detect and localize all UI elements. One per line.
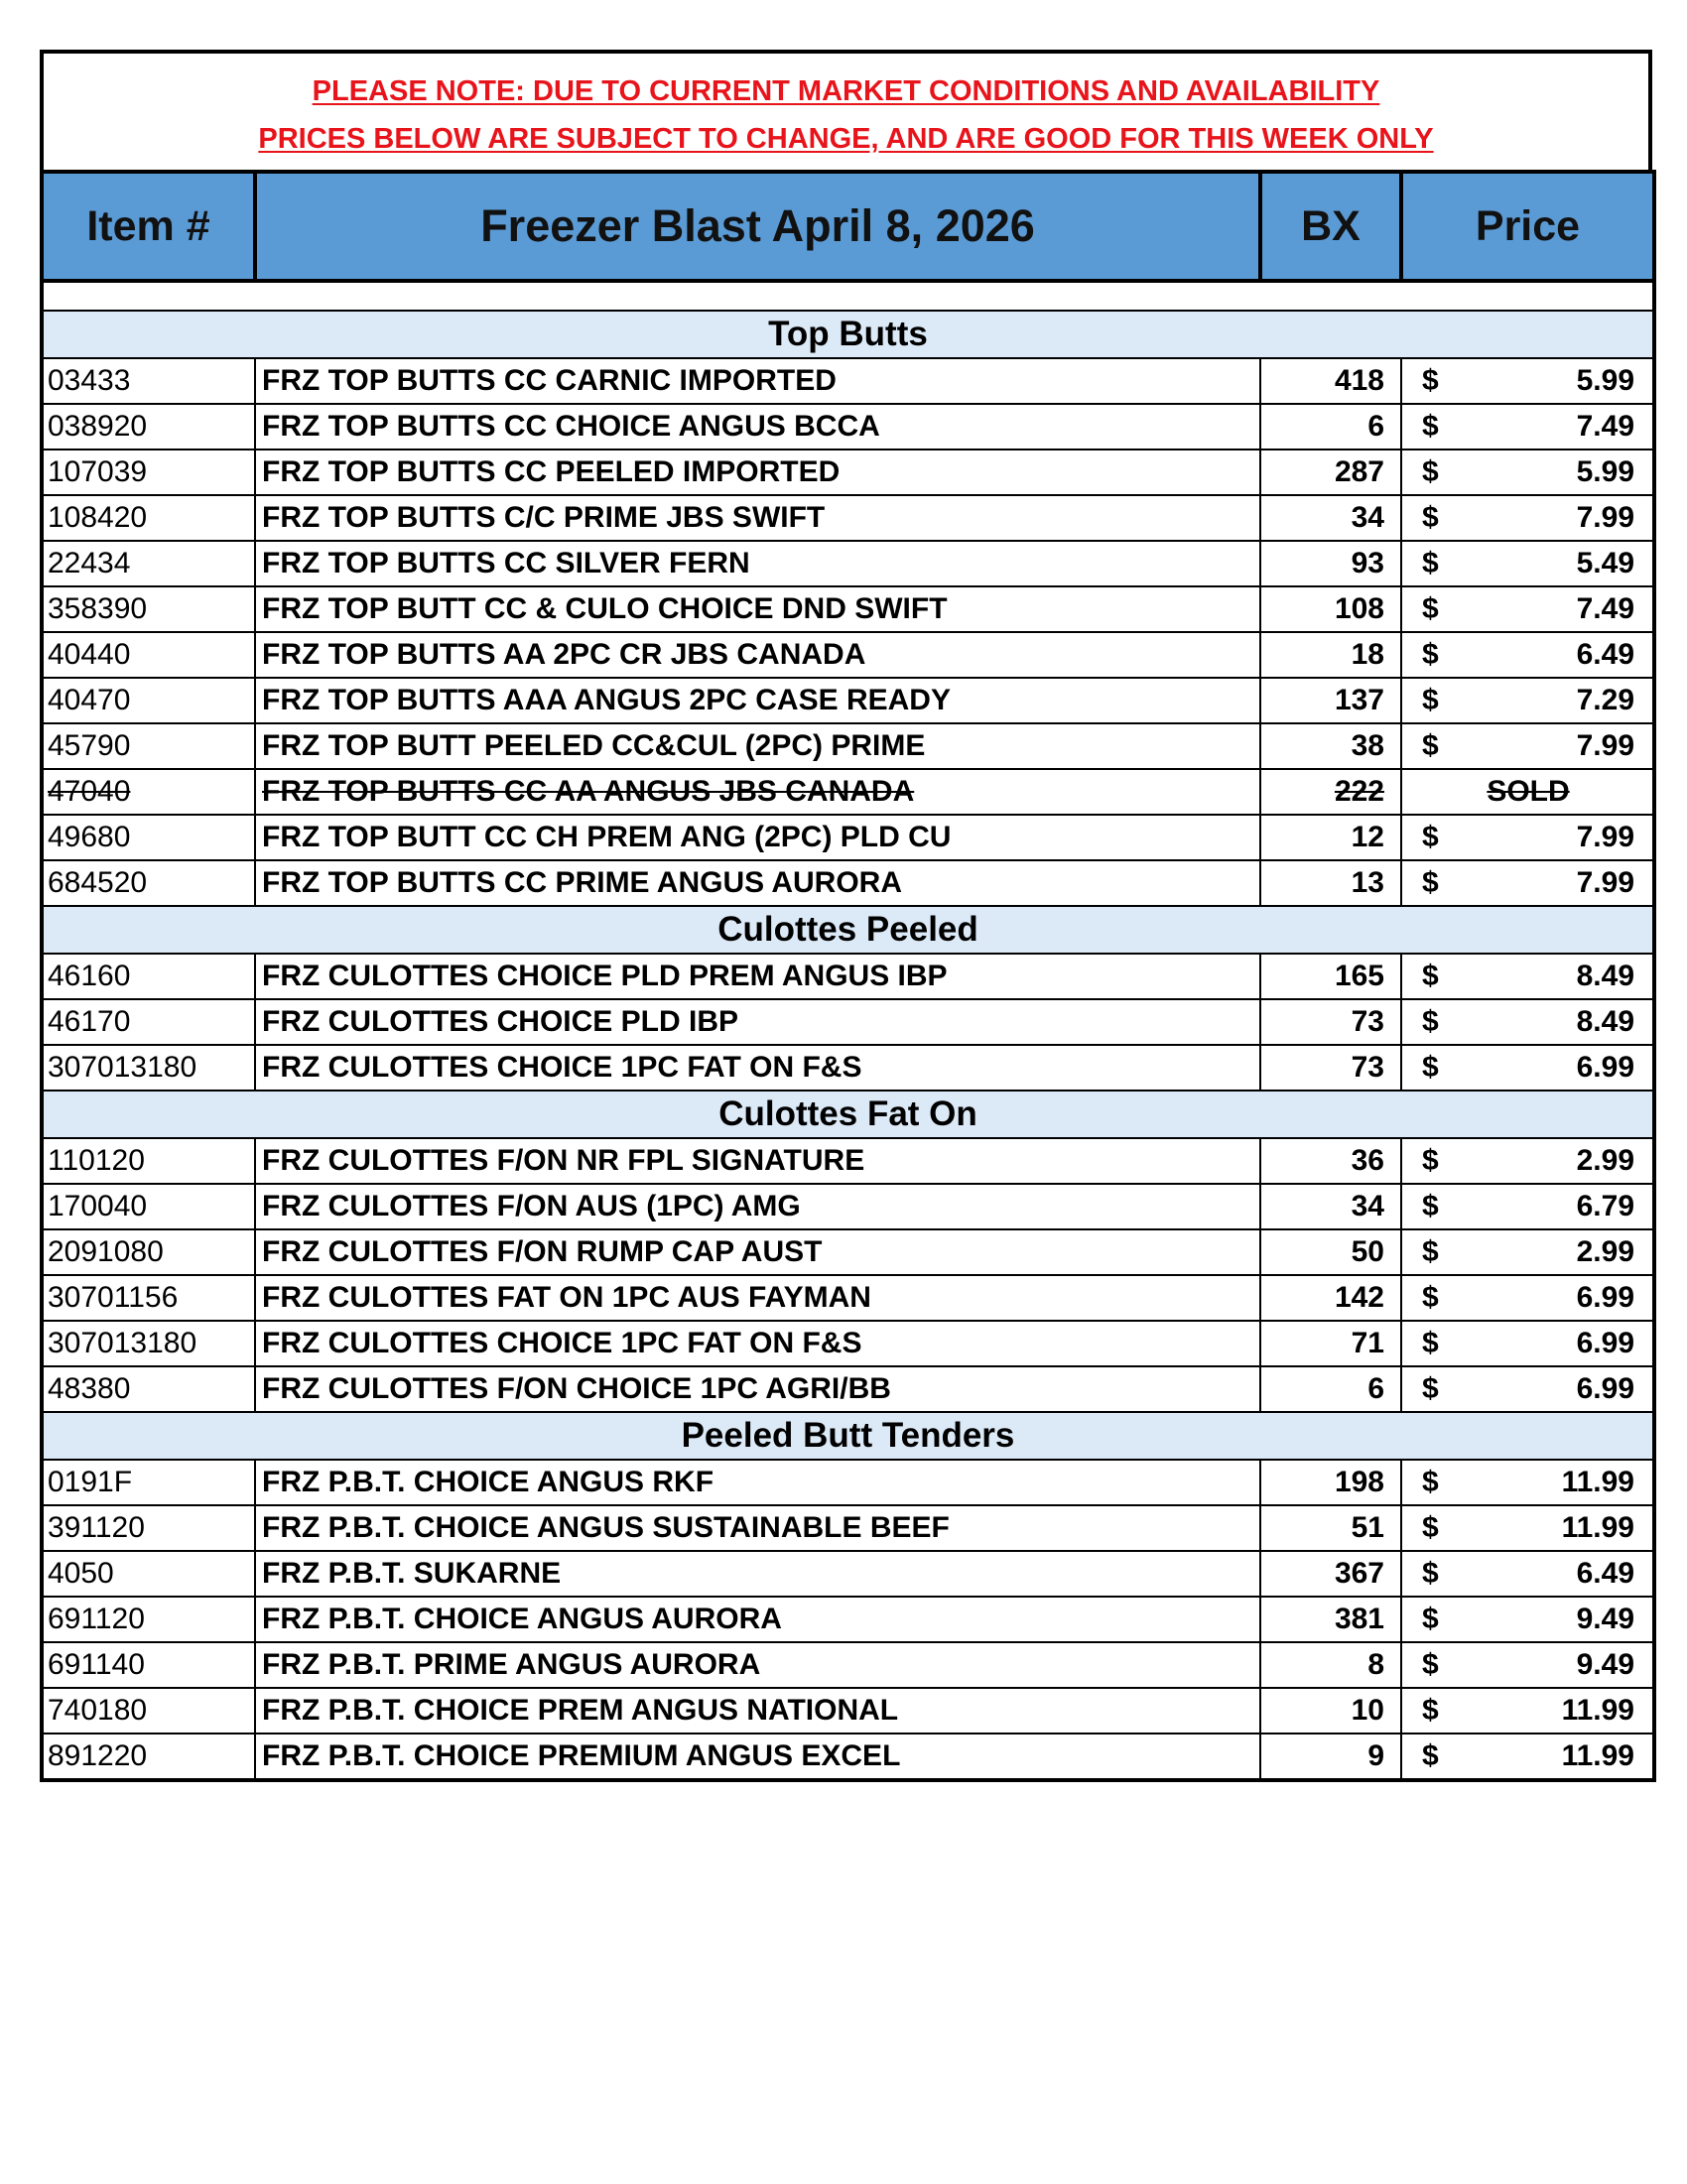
table-row [42, 495, 1654, 541]
price-value: 2.99 [1576, 1144, 1634, 1177]
item-number: 03433 [42, 358, 255, 404]
price-value: 2.99 [1576, 1235, 1634, 1268]
notice-line-1: PLEASE NOTE: DUE TO CURRENT MARKET CONDITIONS AND AVAILABILITY [312, 75, 1380, 107]
table-row [42, 1321, 1654, 1366]
item-box-count: 93 [1260, 541, 1401, 586]
item-price-cell [1401, 999, 1654, 1045]
currency-symbol: $ [1422, 866, 1439, 899]
price-value: 7.99 [1576, 501, 1634, 534]
item-price-cell [1401, 1366, 1654, 1412]
item-number: 47040 [42, 769, 255, 815]
section-header-row [42, 1091, 1654, 1138]
price-wrap [1422, 501, 1634, 535]
item-description: FRZ TOP BUTTS AA 2PC CR JBS CANADA [255, 632, 1260, 678]
item-box-count: 18 [1260, 632, 1401, 678]
table-row [42, 358, 1654, 404]
item-description: FRZ CULOTTES CHOICE PLD IBP [255, 999, 1260, 1045]
item-box-count: 165 [1260, 954, 1401, 999]
currency-symbol: $ [1422, 1557, 1439, 1590]
item-box-count: 8 [1260, 1642, 1401, 1688]
currency-symbol: $ [1422, 501, 1439, 534]
item-box-count: 73 [1260, 999, 1401, 1045]
item-number: 49680 [42, 815, 255, 860]
item-description: FRZ TOP BUTTS C/C PRIME JBS SWIFT [255, 495, 1260, 541]
section-header-row [42, 311, 1654, 358]
item-box-count: 222 [1260, 769, 1401, 815]
table-row [42, 1505, 1654, 1551]
item-price-cell [1401, 632, 1654, 678]
item-price-cell [1401, 1597, 1654, 1642]
table-row [42, 815, 1654, 860]
currency-symbol: $ [1422, 729, 1439, 762]
section-header-row [42, 1412, 1654, 1460]
item-number: 45790 [42, 723, 255, 769]
item-price-cell [1401, 860, 1654, 906]
price-value: 5.99 [1576, 455, 1634, 488]
currency-symbol: $ [1422, 1190, 1439, 1222]
item-description: FRZ CULOTTES F/ON RUMP CAP AUST [255, 1229, 1260, 1275]
currency-symbol: $ [1422, 1051, 1439, 1084]
item-description: FRZ TOP BUTTS CC PEELED IMPORTED [255, 450, 1260, 495]
item-price-cell [1401, 678, 1654, 723]
price-value: 11.99 [1561, 1739, 1634, 1772]
price-wrap [1422, 866, 1634, 900]
item-description: FRZ TOP BUTTS CC SILVER FERN [255, 541, 1260, 586]
item-price-cell [1401, 358, 1654, 404]
price-wrap [1422, 1190, 1634, 1223]
item-price-cell [1401, 1734, 1654, 1780]
item-number: 48380 [42, 1366, 255, 1412]
currency-symbol: $ [1422, 1694, 1439, 1727]
item-price-cell [1401, 586, 1654, 632]
item-description: FRZ TOP BUTT CC & CULO CHOICE DND SWIFT [255, 586, 1260, 632]
item-box-count: 6 [1260, 404, 1401, 450]
price-wrap [1422, 1327, 1634, 1360]
price-wrap [1422, 547, 1634, 580]
price-value: 7.49 [1576, 410, 1634, 443]
currency-symbol: $ [1422, 1511, 1439, 1544]
item-number: 038920 [42, 404, 255, 450]
section-title: Culottes Peeled [42, 906, 1654, 954]
price-sheet [40, 50, 1652, 1782]
item-description: FRZ P.B.T. CHOICE ANGUS AURORA [255, 1597, 1260, 1642]
table-row [42, 1275, 1654, 1321]
section-title: Culottes Fat On [42, 1091, 1654, 1138]
table-row [42, 678, 1654, 723]
item-price-cell [1401, 1460, 1654, 1505]
price-value: 7.99 [1576, 729, 1634, 762]
table-row [42, 1597, 1654, 1642]
price-value: 7.99 [1576, 866, 1634, 899]
price-value: 7.49 [1576, 592, 1634, 625]
item-box-count: 34 [1260, 495, 1401, 541]
item-number: 391120 [42, 1505, 255, 1551]
table-row [42, 1366, 1654, 1412]
item-box-count: 137 [1260, 678, 1401, 723]
price-wrap [1422, 1005, 1634, 1039]
item-box-count: 73 [1260, 1045, 1401, 1091]
currency-symbol: $ [1422, 1372, 1439, 1405]
currency-symbol: $ [1422, 1005, 1439, 1038]
price-wrap [1422, 1235, 1634, 1269]
price-wrap [1422, 1051, 1634, 1085]
section-title: Top Butts [42, 311, 1654, 358]
item-box-count: 418 [1260, 358, 1401, 404]
price-wrap [1422, 455, 1634, 489]
price-wrap [1422, 364, 1634, 398]
price-value: 6.79 [1576, 1190, 1634, 1222]
currency-symbol: $ [1422, 684, 1439, 716]
price-value: 5.99 [1576, 364, 1634, 397]
section-title: Peeled Butt Tenders [42, 1412, 1654, 1460]
table-row [42, 1688, 1654, 1734]
item-number: 4050 [42, 1551, 255, 1597]
header-row [42, 172, 1654, 281]
price-wrap [1422, 1372, 1634, 1406]
item-number: 891220 [42, 1734, 255, 1780]
currency-symbol: $ [1422, 1739, 1439, 1772]
price-table [40, 170, 1656, 1782]
item-number: 684520 [42, 860, 255, 906]
price-value: 6.99 [1576, 1327, 1634, 1359]
item-description: FRZ CULOTTES CHOICE PLD PREM ANGUS IBP [255, 954, 1260, 999]
price-value: 9.49 [1576, 1648, 1634, 1681]
item-price-cell [1401, 769, 1654, 815]
item-number: 691120 [42, 1597, 255, 1642]
item-box-count: 381 [1260, 1597, 1401, 1642]
notice-line-2: PRICES BELOW ARE SUBJECT TO CHANGE, AND ARE GOOD FOR THIS WEEK ONLY [258, 123, 1434, 155]
spacer-row [42, 281, 1654, 311]
item-description: FRZ CULOTTES FAT ON 1PC AUS FAYMAN [255, 1275, 1260, 1321]
item-price-cell [1401, 815, 1654, 860]
price-wrap [1422, 592, 1634, 626]
item-number: 46160 [42, 954, 255, 999]
item-description: FRZ CULOTTES F/ON AUS (1PC) AMG [255, 1184, 1260, 1229]
table-row [42, 586, 1654, 632]
table-row [42, 1045, 1654, 1091]
item-price-cell [1401, 1642, 1654, 1688]
price-wrap [1422, 1281, 1634, 1315]
price-value: 6.99 [1576, 1281, 1634, 1314]
item-description: FRZ TOP BUTTS AAA ANGUS 2PC CASE READY [255, 678, 1260, 723]
item-box-count: 50 [1260, 1229, 1401, 1275]
currency-symbol: $ [1422, 1144, 1439, 1177]
header-title: Freezer Blast April 8, 2026 [255, 172, 1260, 281]
price-value: 9.49 [1576, 1603, 1634, 1635]
item-price-cell [1401, 1688, 1654, 1734]
header-item: Item # [42, 172, 255, 281]
item-box-count: 34 [1260, 1184, 1401, 1229]
item-description: FRZ CULOTTES F/ON CHOICE 1PC AGRI/BB [255, 1366, 1260, 1412]
item-number: 40470 [42, 678, 255, 723]
price-value: 7.29 [1576, 684, 1634, 716]
item-box-count: 51 [1260, 1505, 1401, 1551]
currency-symbol: $ [1422, 1235, 1439, 1268]
header-bx: BX [1260, 172, 1401, 281]
item-description: FRZ P.B.T. PRIME ANGUS AURORA [255, 1642, 1260, 1688]
item-description: FRZ TOP BUTTS CC CHOICE ANGUS BCCA [255, 404, 1260, 450]
item-description: FRZ P.B.T. CHOICE ANGUS RKF [255, 1460, 1260, 1505]
item-number: 0191F [42, 1460, 255, 1505]
price-wrap [1422, 821, 1634, 854]
price-value: 8.49 [1576, 960, 1634, 992]
table-row [42, 541, 1654, 586]
currency-symbol: $ [1422, 1281, 1439, 1314]
item-box-count: 13 [1260, 860, 1401, 906]
item-price-cell [1401, 954, 1654, 999]
table-row [42, 1551, 1654, 1597]
item-number: 358390 [42, 586, 255, 632]
table-row [42, 999, 1654, 1045]
item-number: 740180 [42, 1688, 255, 1734]
item-description: FRZ TOP BUTT CC CH PREM ANG (2PC) PLD CU [255, 815, 1260, 860]
item-description: FRZ TOP BUTTS CC CARNIC IMPORTED [255, 358, 1260, 404]
price-wrap [1422, 684, 1634, 717]
price-value: 6.99 [1576, 1051, 1634, 1084]
item-box-count: 142 [1260, 1275, 1401, 1321]
price-wrap [1422, 1144, 1634, 1178]
price-value: 6.49 [1576, 1557, 1634, 1590]
item-number: 46170 [42, 999, 255, 1045]
currency-symbol: $ [1422, 364, 1439, 397]
price-value: 5.49 [1576, 547, 1634, 579]
item-number: 691140 [42, 1642, 255, 1688]
price-wrap [1422, 410, 1634, 444]
item-box-count: 38 [1260, 723, 1401, 769]
price-wrap [1422, 960, 1634, 993]
currency-symbol: $ [1422, 638, 1439, 671]
item-number: 22434 [42, 541, 255, 586]
item-price-cell [1401, 1275, 1654, 1321]
currency-symbol: $ [1422, 1603, 1439, 1635]
item-price-cell [1401, 723, 1654, 769]
item-description: FRZ TOP BUTTS CC AA ANGUS JBS CANADA [255, 769, 1260, 815]
item-number: 30701156 [42, 1275, 255, 1321]
item-description: FRZ CULOTTES F/ON NR FPL SIGNATURE [255, 1138, 1260, 1184]
item-description: FRZ TOP BUTT PEELED CC&CUL (2PC) PRIME [255, 723, 1260, 769]
table-row [42, 954, 1654, 999]
price-wrap [1422, 1557, 1634, 1591]
price-value: 11.99 [1561, 1466, 1634, 1498]
item-description: FRZ P.B.T. CHOICE PREM ANGUS NATIONAL [255, 1688, 1260, 1734]
table-row [42, 450, 1654, 495]
table-row [42, 860, 1654, 906]
table-row [42, 1184, 1654, 1229]
currency-symbol: $ [1422, 455, 1439, 488]
price-wrap [1422, 638, 1634, 672]
item-box-count: 9 [1260, 1734, 1401, 1780]
price-value: 6.99 [1576, 1372, 1634, 1405]
item-box-count: 367 [1260, 1551, 1401, 1597]
item-price-cell [1401, 1138, 1654, 1184]
currency-symbol: $ [1422, 1327, 1439, 1359]
price-value: 7.99 [1576, 821, 1634, 853]
item-box-count: 71 [1260, 1321, 1401, 1366]
currency-symbol: $ [1422, 547, 1439, 579]
currency-symbol: $ [1422, 592, 1439, 625]
sold-label: SOLD [1487, 775, 1570, 808]
table-row [42, 632, 1654, 678]
item-box-count: 36 [1260, 1138, 1401, 1184]
item-price-cell [1401, 1045, 1654, 1091]
price-wrap [1422, 1694, 1634, 1728]
price-wrap [1422, 1739, 1634, 1773]
table-row [42, 1734, 1654, 1780]
item-box-count: 12 [1260, 815, 1401, 860]
item-number: 170040 [42, 1184, 255, 1229]
item-price-cell [1401, 450, 1654, 495]
table-row [42, 1229, 1654, 1275]
spacer-cell [42, 281, 1654, 311]
item-box-count: 108 [1260, 586, 1401, 632]
price-value: 11.99 [1561, 1511, 1634, 1544]
table-row [42, 1642, 1654, 1688]
price-wrap [1422, 1648, 1634, 1682]
table-row-sold [42, 769, 1654, 815]
price-value: 8.49 [1576, 1005, 1634, 1038]
item-price-cell [1401, 541, 1654, 586]
currency-symbol: $ [1422, 410, 1439, 443]
currency-symbol: $ [1422, 960, 1439, 992]
table-row [42, 723, 1654, 769]
section-header-row [42, 906, 1654, 954]
item-description: FRZ P.B.T. CHOICE ANGUS SUSTAINABLE BEEF [255, 1505, 1260, 1551]
item-description: FRZ P.B.T. CHOICE PREMIUM ANGUS EXCEL [255, 1734, 1260, 1780]
item-price-cell [1401, 1184, 1654, 1229]
currency-symbol: $ [1422, 1466, 1439, 1498]
item-box-count: 287 [1260, 450, 1401, 495]
item-number: 307013180 [42, 1321, 255, 1366]
item-price-cell [1401, 404, 1654, 450]
currency-symbol: $ [1422, 1648, 1439, 1681]
item-price-cell [1401, 1551, 1654, 1597]
table-row [42, 404, 1654, 450]
item-description: FRZ CULOTTES CHOICE 1PC FAT ON F&S [255, 1321, 1260, 1366]
item-box-count: 10 [1260, 1688, 1401, 1734]
item-description: FRZ CULOTTES CHOICE 1PC FAT ON F&S [255, 1045, 1260, 1091]
price-notice [40, 50, 1652, 170]
item-price-cell [1401, 495, 1654, 541]
price-value: 6.49 [1576, 638, 1634, 671]
price-wrap [1422, 1603, 1634, 1636]
table-row [42, 1138, 1654, 1184]
price-wrap [1422, 729, 1634, 763]
item-number: 2091080 [42, 1229, 255, 1275]
item-number: 40440 [42, 632, 255, 678]
price-wrap [1422, 1466, 1634, 1499]
item-price-cell [1401, 1505, 1654, 1551]
item-number: 110120 [42, 1138, 255, 1184]
header-price: Price [1401, 172, 1654, 281]
item-box-count: 6 [1260, 1366, 1401, 1412]
item-box-count: 198 [1260, 1460, 1401, 1505]
price-wrap [1422, 1511, 1634, 1545]
item-description: FRZ TOP BUTTS CC PRIME ANGUS AURORA [255, 860, 1260, 906]
item-price-cell [1401, 1321, 1654, 1366]
item-number: 107039 [42, 450, 255, 495]
table-row [42, 1460, 1654, 1505]
currency-symbol: $ [1422, 821, 1439, 853]
item-price-cell [1401, 1229, 1654, 1275]
item-number: 307013180 [42, 1045, 255, 1091]
price-value: 11.99 [1561, 1694, 1634, 1727]
item-number: 108420 [42, 495, 255, 541]
item-description: FRZ P.B.T. SUKARNE [255, 1551, 1260, 1597]
